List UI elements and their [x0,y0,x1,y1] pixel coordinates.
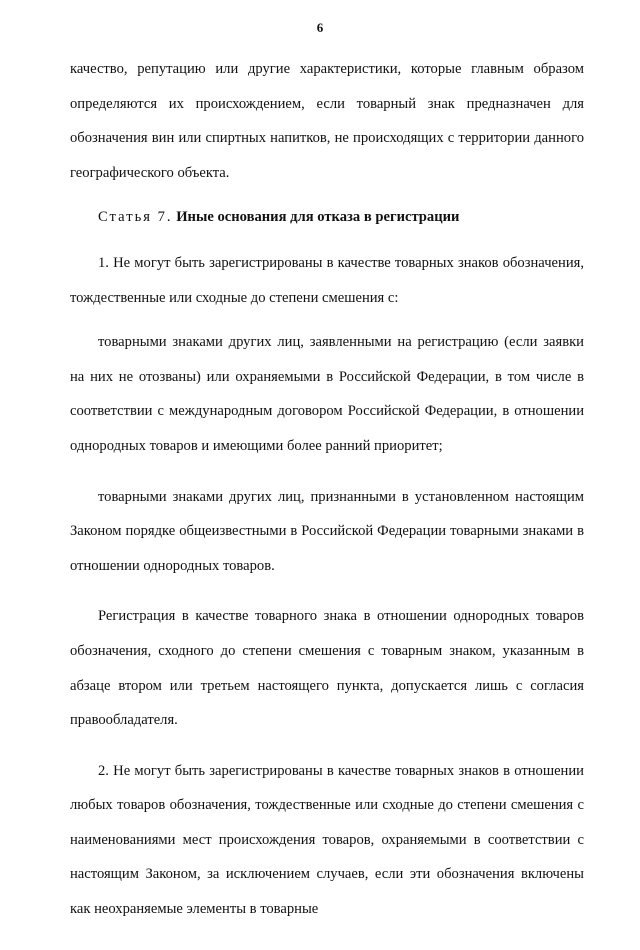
document-body [70,52,584,950]
article-number: Статья 7. [98,209,173,226]
paragraph-clause-1: 1. Не могут быть зарегистрированы в качестве товарных знаков обозначения, тождественные или сходные до степени смешения с: [70,254,584,306]
paragraph-continuation: качество, репутацию или другие характеристики, которые главным образом определяются их происхождением, если товарный знак предназначен для обозначения вин или спиртных напитков, не происходящих с территории данного географического объекта. [70,61,584,181]
paragraph-clause-2: 2. Не могут быть зарегистрированы в качестве товарных знаков в отношении любых товаров обозначения, тождественные или сходные до степени смешения с наименованиями мест происхождения товаров, охраняемыми в соответствии с настоящим Законом, за исключением случаев, если эти обозначения включены как неохраняемые элементы в товарные [70,762,584,918]
paragraph-registration-consent: Регистрация в качестве товарного знака в отношении однородных товаров обозначения, сходного до степени смешения с товарным знаком, указанным в абзаце втором или третьем настоящего пункта, допускается лишь с согласия правообладателя. [70,608,584,729]
paragraph-trademarks-applied: товарными знаками других лиц, заявленными на регистрацию (если заявки на них не отозваны) или охраняемыми в Российской Федерации, в том числе в соответствии с международным договором Российской Федерации, в отношении однородных товаров и имеющими более ранний приоритет; [70,334,584,454]
article-heading [70,200,584,235]
paragraph-wellknown-trademarks: товарными знаками других лиц, признанными в установленном настоящим Законом порядке общеизвестными в Российской Федерации товарными знаками в отношении однородных товаров. [70,488,584,574]
page-number: 6 [316,20,324,35]
article-title: Иные основания для отказа в регистрации [176,209,460,226]
